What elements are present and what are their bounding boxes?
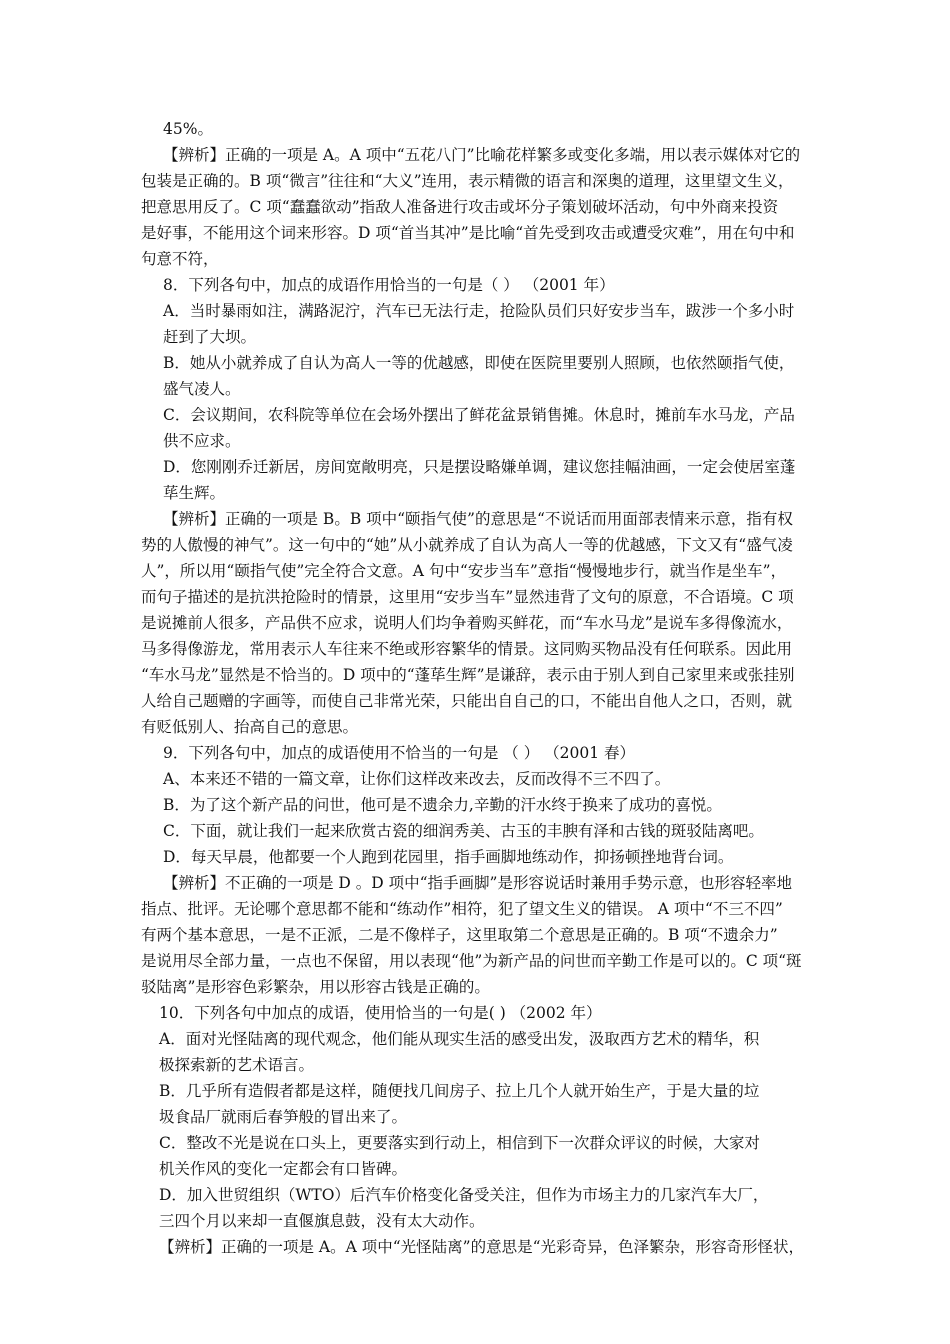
text-line: “车水马龙”显然是不恰当的。D 项中的“蓬荜生辉”是谦辞，表示由于别人到自己家里来或张挂别 bbox=[141, 666, 795, 684]
question-10-title: 10．下列各句中加点的成语，使用恰当的一句是( ) （2002 年） bbox=[159, 1004, 602, 1022]
text-line: 极探索新的艺术语言。 bbox=[159, 1056, 315, 1074]
text-line: 而句子描述的是抗洪抢险时的情景，这里用“安步当车”显然违背了文句的原意，不合语境。C 项 bbox=[141, 588, 794, 606]
text-line: 人给自己题赠的字画等，而使自己非常光荣，只能出自自己的口，不能出自他人之口，否则，就 bbox=[141, 692, 793, 710]
question-8-option-a: A．当时暴雨如注，满路泥泞，汽车已无法行走，抢险队员们只好安步当车，跋涉一个多小时 bbox=[163, 302, 795, 320]
text-line: 包装是正确的。B 项“微言”往往和“大义”连用，表示精微的语言和深奥的道理，这里望文生义， bbox=[141, 172, 794, 190]
text-line: 是好事，不能用这个词来形容。D 项“首当其冲”是比喻“首先受到攻击或遭受灾难”，用在句中和 bbox=[141, 224, 795, 242]
text-line: 三四个月以来却一直偃旗息鼓，没有太大动作。 bbox=[159, 1212, 485, 1230]
question-8-option-d: D．您刚刚乔迁新居，房间宽敞明亮，只是摆设略嫌单调，建议您挂幅油画，一定会使居室蓬 bbox=[163, 458, 796, 476]
analysis-paragraph-line: 【辨析】正确的一项是 A。A 项中“五花八门”比喻花样繁多或变化多端，用以表示媒体对它的 bbox=[163, 146, 801, 164]
text-line: 供不应求。 bbox=[163, 432, 241, 450]
question-9-option-a: A、本来还不错的一篇文章，让你们这样改来改去，反而改得不三不四了。 bbox=[163, 770, 671, 788]
question-10-option-d: D．加入世贸组织（WTO）后汽车价格变化备受关注，但作为市场主力的几家汽车大厂， bbox=[159, 1186, 769, 1204]
question-10-option-c: C．整改不光是说在口头上，更要落实到行动上，相信到下一次群众评议的时候，大家对 bbox=[159, 1134, 760, 1152]
analysis-paragraph-line: 【辨析】正确的一项是 B。B 项中“颐指气使”的意思是“不说话而用面部表情来示意，指有权 bbox=[163, 510, 793, 528]
text-line: 句意不符， bbox=[141, 250, 219, 268]
text-line: 马多得像游龙，常用表示人车往来不绝或形容繁华的情景。这同购买物品没有任何联系。因此用 bbox=[141, 640, 793, 658]
text-line: 赶到了大坝。 bbox=[163, 328, 257, 346]
question-10-option-a: A．面对光怪陆离的现代观念，他们能从现实生活的感受出发，汲取西方艺术的精华，积 bbox=[159, 1030, 760, 1048]
question-9-option-c: C．下面，就让我们一起来欣赏古瓷的细润秀美、古玉的丰腴有泽和古钱的斑驳陆离吧。 bbox=[163, 822, 764, 840]
text-line: 势的人傲慢的神气”。这一句中的“她”从小就养成了自认为高人一等的优越感，下文又有“盛气凌 bbox=[141, 536, 793, 554]
text-line: 45%。 bbox=[163, 120, 213, 138]
text-line: 把意思用反了。C 项“蠢蠢欲动”指敌人准备进行攻击或坏分子策划破坏活动，句中外商来投资 bbox=[141, 198, 779, 216]
question-9-title: 9．下列各句中，加点的成语使用不恰当的一句是 （ ） （2001 春） bbox=[163, 744, 636, 762]
question-9-option-b: B．为了这个新产品的问世，他可是不遗余力,辛勤的汗水终于换来了成功的喜悦。 bbox=[163, 796, 722, 814]
analysis-paragraph-line: 【辨析】不正确的一项是 D 。D 项中“指手画脚”是形容说话时兼用手势示意，也形容轻率地 bbox=[163, 874, 792, 892]
text-line: 驳陆离”是形容色彩繁杂，用以形容古钱是正确的。 bbox=[141, 978, 490, 996]
text-line: 是说摊前人很多，产品供不应求，说明人们均争着购买鲜花，而“车水马龙”是说车多得像流水， bbox=[141, 614, 793, 632]
question-9-option-d: D．每天早晨，他都要一个人跑到花园里，指手画脚地练动作，抑扬顿挫地背台词。 bbox=[163, 848, 734, 866]
question-8-option-c: C．会议期间，农科院等单位在会场外摆出了鲜花盆景销售摊。休息时，摊前车水马龙，产品 bbox=[163, 406, 795, 424]
text-line: 荜生辉。 bbox=[163, 484, 226, 502]
text-line: 圾食品厂就雨后春笋般的冒出来了。 bbox=[159, 1108, 408, 1126]
text-line: 指点、批评。无论哪个意思都不能和“练动作”相符，犯了望文生义的错误。 A 项中“不三不四” bbox=[141, 900, 783, 918]
text-line: 盛气凌人。 bbox=[163, 380, 241, 398]
text-line: 有两个基本意思，一是不正派，二是不像样子，这里取第二个意思是正确的。B 项“不遗余力” bbox=[141, 926, 778, 944]
text-line: 有贬低别人、抬高自己的意思。 bbox=[141, 718, 359, 736]
text-line: 是说用尽全部力量，一点也不保留，用以表现“他”为新产品的问世而辛勤工作是可以的。C 项“斑 bbox=[141, 952, 802, 970]
text-line: 人”，所以用“颐指气使”完全符合文意。A 句中“安步当车”意指“慢慢地步行，就当作是坐车”， bbox=[141, 562, 787, 580]
text-line: 机关作风的变化一定都会有口皆碑。 bbox=[159, 1160, 408, 1178]
analysis-paragraph-line: 【辨析】正确的一项是 A。A 项中“光怪陆离”的意思是“光彩奇异，色泽繁杂，形容奇形怪状， bbox=[159, 1238, 805, 1256]
question-8-title: 8．下列各句中，加点的成语作用恰当的一句是（ ） （2001 年） bbox=[163, 276, 615, 294]
question-10-option-b: B．几乎所有造假者都是这样，随便找几间房子、拉上几个人就开始生产，于是大量的垃 bbox=[159, 1082, 760, 1100]
question-8-option-b: B．她从小就养成了自认为高人一等的优越感，即使在医院里要别人照顾，也依然颐指气使， bbox=[163, 354, 795, 372]
